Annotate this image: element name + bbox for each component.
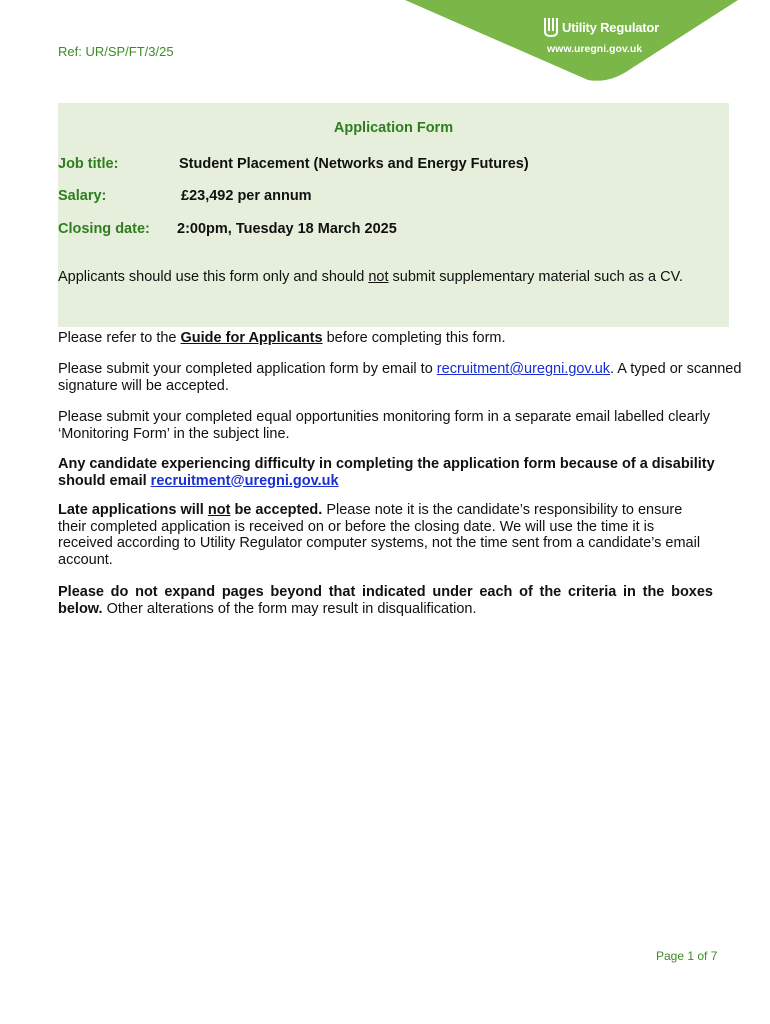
guide-for-applicants-reference: Guide for Applicants [180,330,323,346]
logo-name: Utility Regulator [562,20,659,35]
guide-text: Please refer to the [58,330,181,346]
logo-url: www.uregni.gov.uk [547,43,643,55]
note-text: Applicants should use this form only and should [58,269,369,285]
late-not-emphasis: not [207,502,231,518]
submit-paragraph [58,361,748,394]
late-text-bold-end: be accepted. [230,502,323,518]
job-title-label: Job title: [58,156,119,172]
late-applications-paragraph [58,502,708,568]
header-banner [0,0,770,90]
expand-pages-paragraph [58,584,713,617]
late-text: Late applications will [58,502,208,518]
application-info-box [58,103,729,327]
page-number: Page 1 of 7 [656,949,718,963]
recruitment-email-link[interactable]: recruitment@uregni.gov.uk [436,361,611,377]
guide-paragraph [58,330,748,347]
form-title: Application Form [333,120,454,136]
applicants-note [58,269,723,286]
closing-date-value: 2:00pm, Tuesday 18 March 2025 [177,221,397,237]
note-text-end: submit supplementary material such as a CV. [388,269,683,285]
closing-date-label: Closing date: [58,221,150,237]
monitoring-paragraph: Please submit your completed equal opportunities monitoring form in a separate email labelled clearly ‘Monitoring Form’ in the subject line. [58,409,711,442]
salary-value: £23,492 per annum [181,188,312,204]
reference-number: Ref: UR/SP/FT/3/25 [58,44,174,59]
disability-paragraph [58,456,718,489]
salary-label: Salary: [58,188,107,204]
utility-regulator-logo-icon [543,16,559,38]
guide-text-end: before completing this form. [322,330,506,346]
disability-text: Any candidate experiencing difficulty in completing the application form because of a disability should email [58,456,715,489]
expand-warning: Please do not expand pages beyond that indicated under each of the criteria in the boxes below. [58,584,713,617]
disability-email-link[interactable]: recruitment@uregni.gov.uk [150,472,339,489]
late-text-details: Please note it is the candidate’s responsibility to ensure their completed application is received on or before the closing date. We will use the time it is received according to Utility Regulator computer systems, not the time sent from a candidate’s email account. [58,502,701,568]
submit-text: Please submit your completed application form by email to [58,361,437,377]
note-not-emphasis: not [368,269,389,285]
job-title-value: Student Placement (Networks and Energy Futures) [179,156,529,172]
page-header [0,0,770,90]
submit-text-end: . A typed or scanned signature will be accepted. [58,361,742,394]
expand-text-end: Other alterations of the form may result in disqualification. [102,600,477,617]
